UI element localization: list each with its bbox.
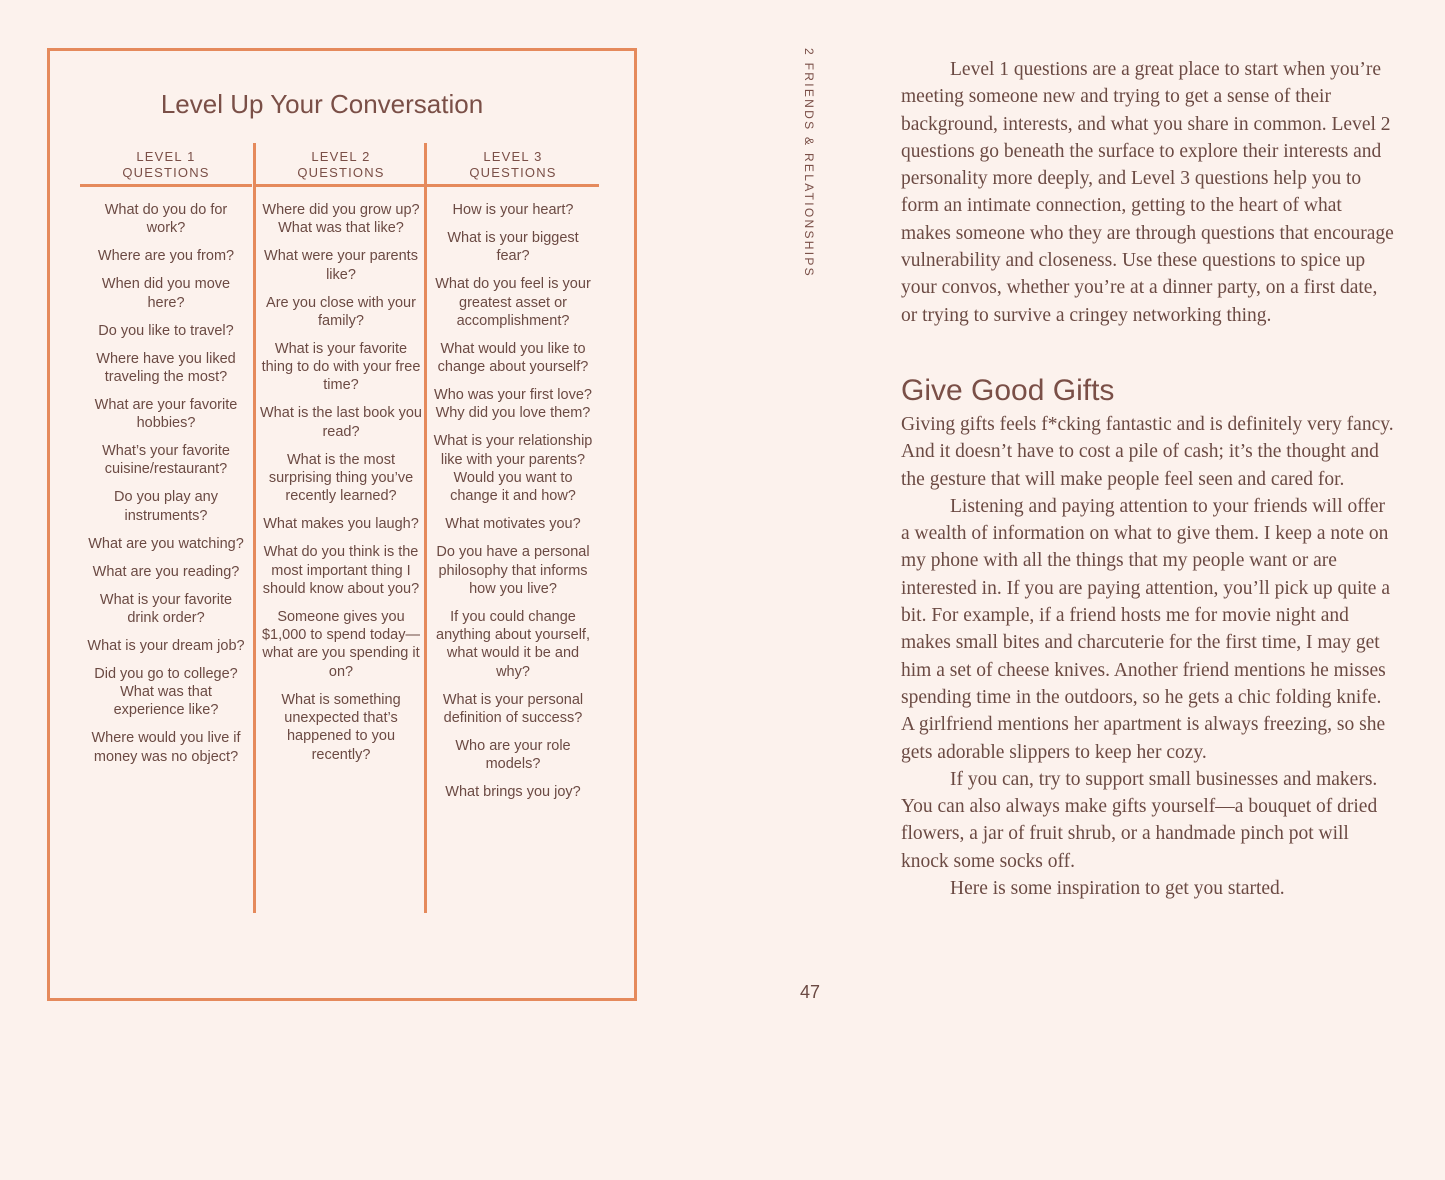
question-item: Are you close with your family? bbox=[266, 294, 416, 329]
question-item: What makes you laugh? bbox=[263, 516, 419, 533]
question-item: Where did you grow up? What was that like? bbox=[262, 202, 420, 237]
question-item: Do you like to travel? bbox=[98, 322, 234, 339]
question-item: What is the most surprising thing you’ve recently learned? bbox=[268, 451, 414, 505]
question-item: What is your relationship like with your parents? Would you want to change it and how? bbox=[433, 433, 593, 505]
level-3-column bbox=[424, 143, 599, 913]
running-header: 2 FRIENDS & RELATIONSHIPS bbox=[802, 48, 816, 278]
level-1-column bbox=[80, 143, 252, 913]
level-2-column bbox=[253, 143, 426, 913]
box-title: Level Up Your Conversation bbox=[160, 89, 484, 119]
gifts-paragraph-4: Here is some inspiration to get you started. bbox=[950, 878, 1285, 900]
gifts-paragraph-3: If you can, try to support small businesses and makers. You can also always make gifts yourself—a bouquet of dried flowers, a jar of fruit shrub, or a handmade pinch pot will knock some socks off. bbox=[901, 768, 1378, 872]
level-1-heading: LEVEL 1 QUESTIONS bbox=[80, 143, 252, 187]
page-number: 47 bbox=[800, 982, 821, 1002]
right-page-text bbox=[901, 56, 1396, 902]
question-item: Where are you from? bbox=[97, 248, 235, 265]
question-item: Do you play any instruments? bbox=[114, 489, 218, 524]
question-columns bbox=[80, 143, 598, 913]
question-item: Someone gives you $1,000 to spend today—what are you spending it on? bbox=[261, 608, 420, 680]
question-item: What is your dream job? bbox=[87, 637, 245, 654]
level-3-question-list bbox=[427, 187, 599, 802]
questions-box bbox=[47, 48, 637, 1001]
question-item: What do you feel is your greatest asset or accomplishment? bbox=[435, 276, 591, 329]
question-item: What motivates you? bbox=[445, 516, 581, 533]
question-item: What is the last book you read? bbox=[260, 405, 422, 440]
question-item: What are your favorite hobbies? bbox=[94, 396, 238, 432]
question-item: If you could change anything about yourself, what would it be and why? bbox=[436, 608, 590, 680]
question-item: What would you like to change about yourself? bbox=[437, 340, 589, 376]
level-1-question-list bbox=[80, 187, 252, 766]
question-item: What is your favorite drink order? bbox=[99, 591, 233, 626]
gifts-paragraph-1: Giving gifts feels f*cking fantastic and is definitely very fancy. And it doesn’t have to cost a pile of cash; it’s the thought and the gesture that will make people feel seen and cared for. bbox=[901, 413, 1394, 490]
question-item: What do you do for work? bbox=[104, 202, 228, 237]
level-3-heading: LEVEL 3 QUESTIONS bbox=[427, 143, 599, 187]
question-item: What are you watching? bbox=[88, 535, 244, 552]
question-item: What is your biggest fear? bbox=[447, 229, 579, 265]
question-item: Did you go to college? What was that experience like? bbox=[94, 665, 238, 719]
question-item: What’s your favorite cuisine/restaurant? bbox=[102, 443, 230, 478]
question-item: What do you think is the most important thing I should know about you? bbox=[262, 544, 420, 597]
question-item: When did you move here? bbox=[101, 276, 231, 311]
section-title: Give Good Gifts bbox=[901, 373, 1115, 407]
question-item: What is something unexpected that’s happened to you recently? bbox=[281, 691, 401, 763]
question-item: What are you reading? bbox=[92, 563, 240, 580]
question-item: Where would you live if money was no object? bbox=[91, 730, 241, 765]
intro-paragraph: Level 1 questions are a great place to start when you’re meeting someone new and trying to get a sense of their background, interests, and what you share in common. Level 2 questions go beneath the surface to explore their interests and personality more deeply, and Level 3 questions help you to form an intimate connection, getting to the heart of what makes someone who they are through questions that encourage vulnerability and closeness. Use these questions to spice up your convos, whether you’re at a dinner party, on a first date, or trying to survive a cringey networking thing. bbox=[901, 59, 1394, 326]
gifts-paragraph-2: Listening and paying attention to your friends will offer a wealth of information on what to give them. I keep a note on my phone with all the things that my people want or are interested in. If you are paying attention, you’ll pick up quite a bit. For example, if a friend hosts me for movie night and makes small bites and charcuterie for the first time, I may get him a set of cheese knives. Another friend mentions he misses spending time in the outdoors, so he gets a chic folding knife. A girlfriend mentions her apartment is always freezing, so she gets adorable slippers to keep her cozy. bbox=[901, 495, 1390, 763]
level-2-question-list bbox=[256, 187, 426, 764]
question-item: Where have you liked traveling the most? bbox=[96, 350, 236, 385]
question-item: Who are your role models? bbox=[455, 738, 571, 773]
question-item: What were your parents like? bbox=[264, 248, 418, 283]
question-item: What brings you joy? bbox=[445, 784, 581, 801]
question-item: What is your favorite thing to do with your free time? bbox=[261, 340, 421, 394]
question-item: How is your heart? bbox=[452, 202, 574, 218]
question-item: Do you have a personal philosophy that informs how you live? bbox=[436, 544, 590, 597]
question-item: What is your personal definition of success? bbox=[442, 691, 584, 727]
level-2-heading: LEVEL 2 QUESTIONS bbox=[256, 143, 426, 187]
question-item: Who was your first love? Why did you love them? bbox=[434, 387, 592, 422]
